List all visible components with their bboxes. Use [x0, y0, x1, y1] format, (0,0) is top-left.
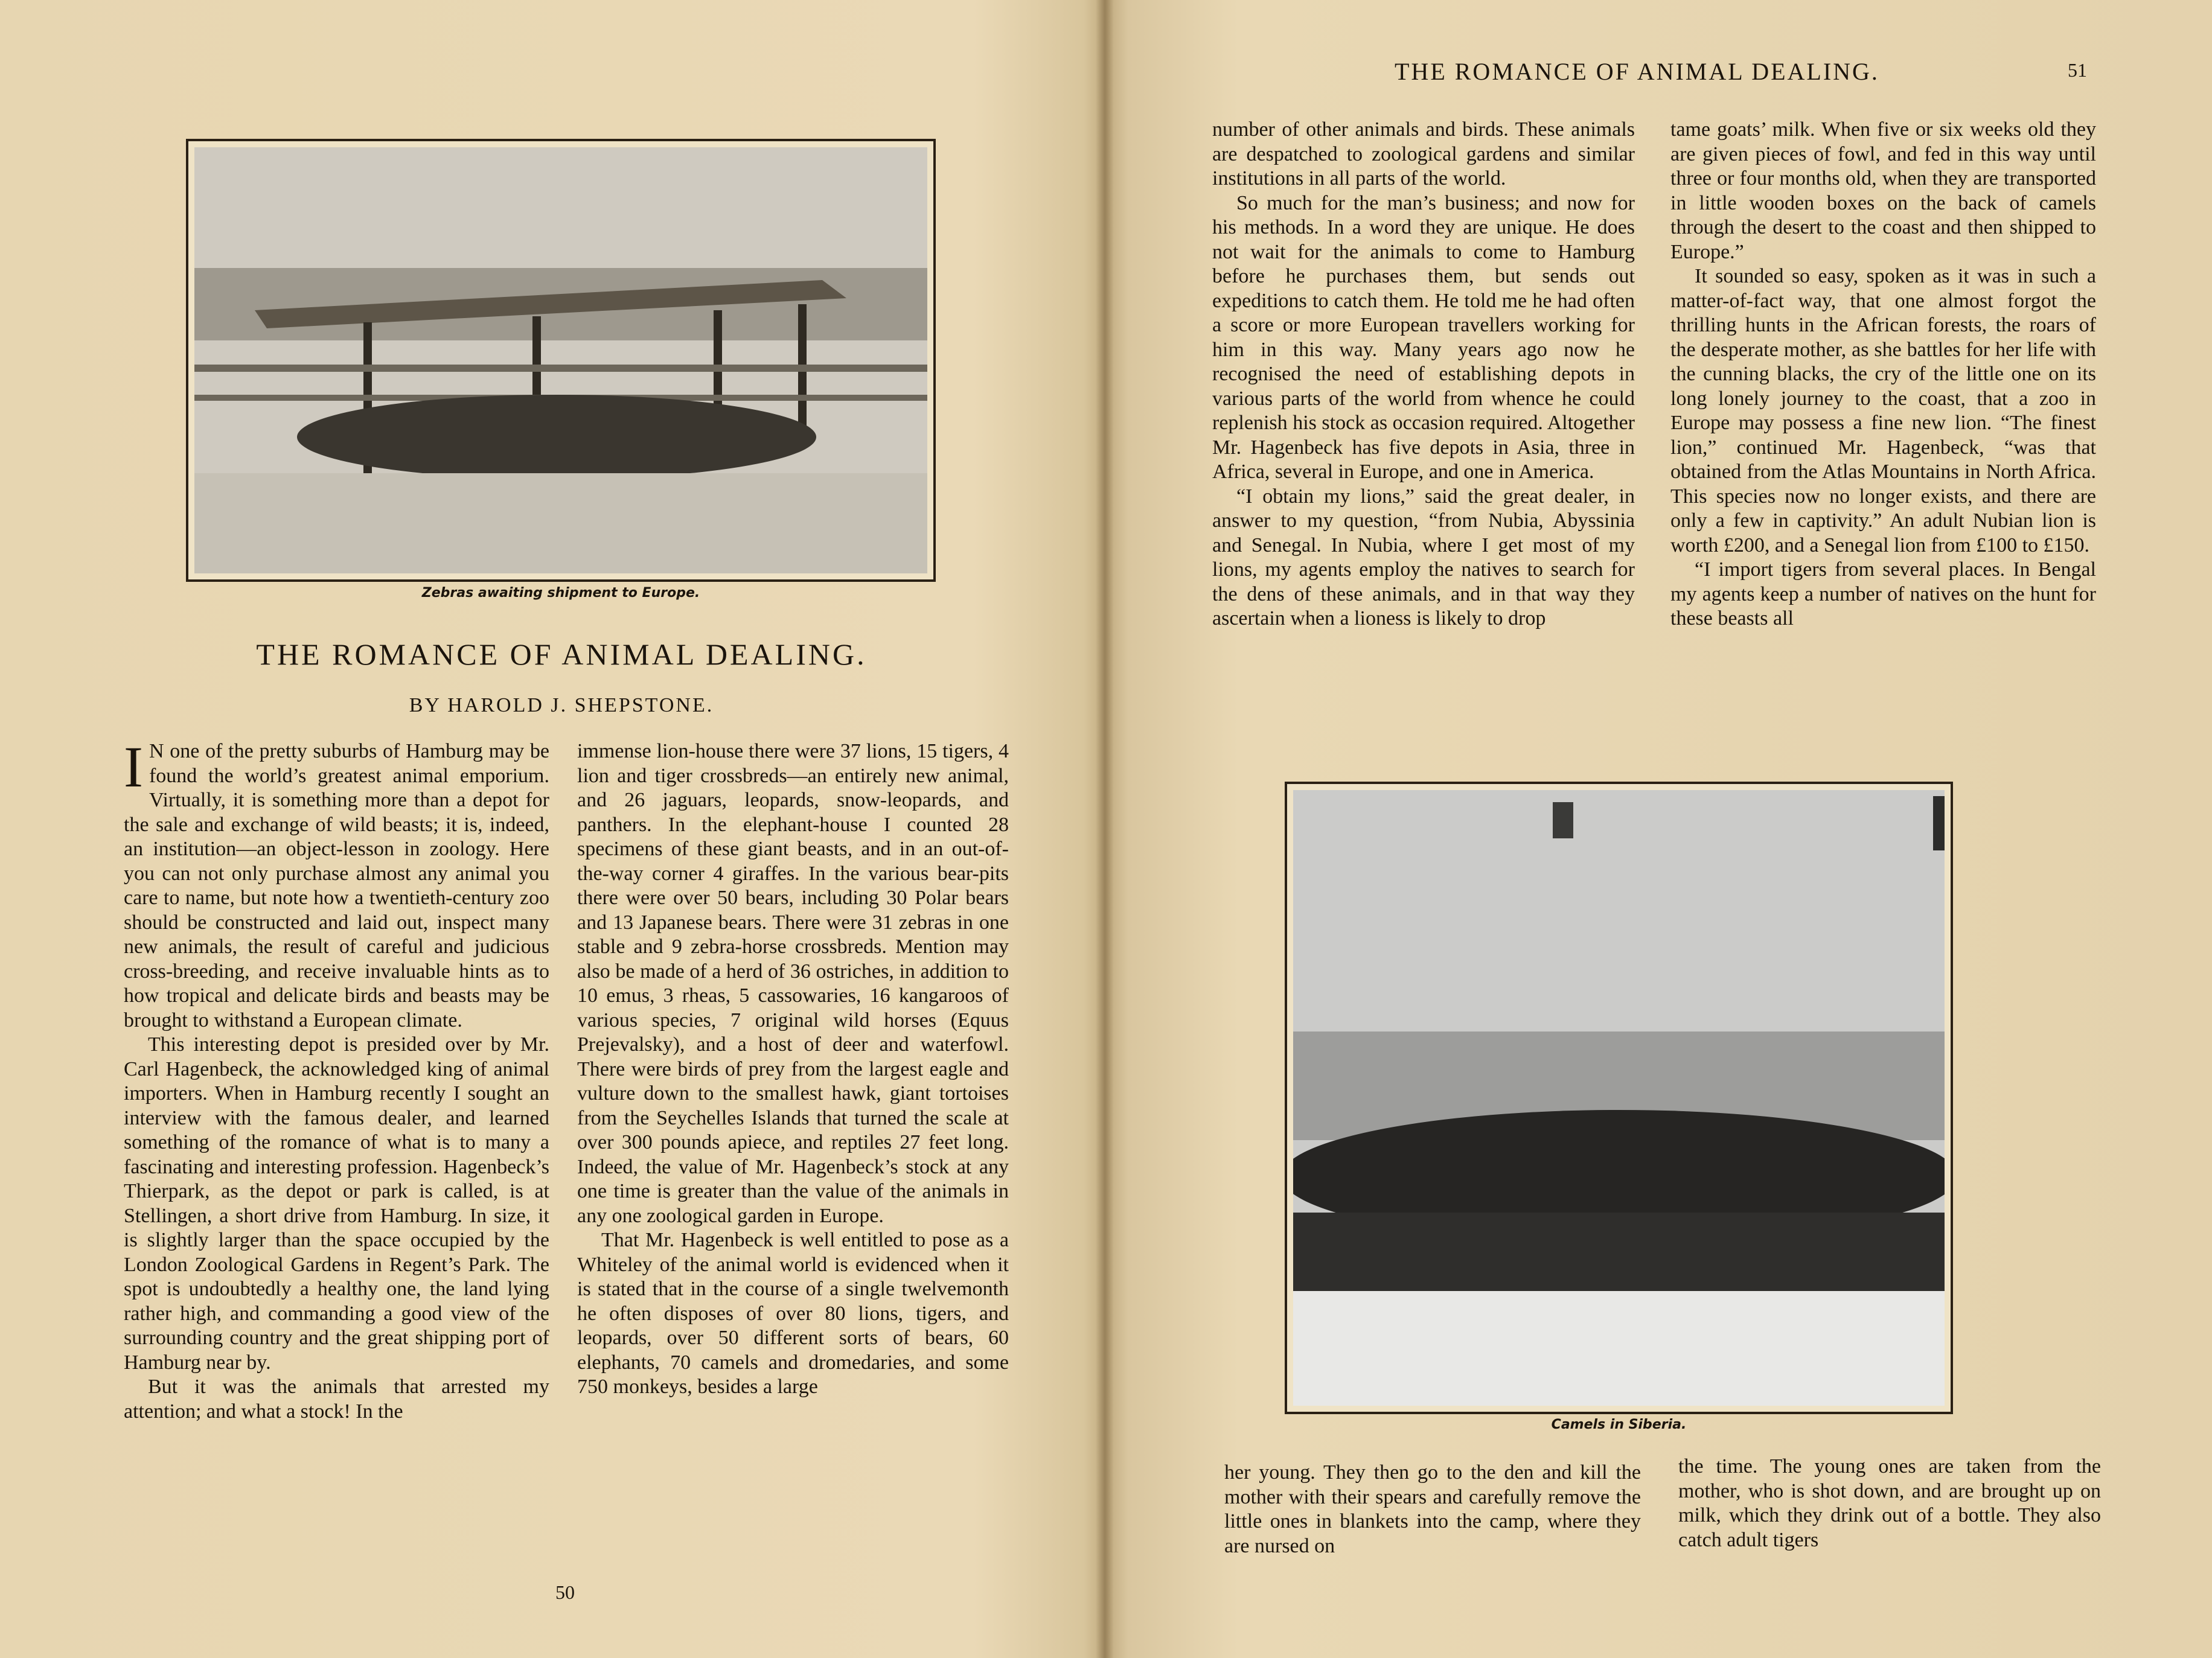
paragraph: So much for the man’s business; and now for his methods. In a word they are unique. He does not wait for the animals to come to Hamburg before he purchases them, but sends out expeditions to catch them. He told me he had often a score or more European travellers working for him in this way. Many years ago now he recognised the need of establishing depots in various parts of the world from whence he could replenish his stock as occasion required. Altogether Mr. Hagenbeck has five depots in Asia, three in Africa, several in Europe, and one in America.: [1212, 191, 1635, 483]
paragraph: tame goats’ milk. When five or six weeks old they are given pieces of fowl, and fed in this way until three or four months old, when they are transported in little wooden boxes on the back of camels through the desert to the coast and then shipped to Europe.”: [1670, 118, 2096, 263]
camel-photo-icon: [1293, 790, 1945, 1406]
paragraph: But it was the animals that arrested my attention; and what a stock! In the: [124, 1376, 549, 1423]
camel-photo-frame: [1285, 782, 1953, 1414]
left-column-2: [577, 739, 1009, 1400]
camel-caption: Camels in Siberia.: [1551, 1417, 1687, 1432]
camel-photo: [1293, 790, 1945, 1406]
page-number-left: 50: [555, 1581, 575, 1603]
book-gutter: [1096, 0, 1114, 1658]
right-column-4: [1678, 1455, 2101, 1552]
zebra-photo-icon: [194, 147, 927, 573]
right-page: [1114, 0, 2212, 1658]
paragraph: “I obtain my lions,” said the great dealer, in answer to my question, “from Nubia, Abyssinia and Senegal. In Nubia, where I get most of my lions, my agents employ the natives to search for the dens of these animals, and in that way they ascertain when a lioness is likely to drop: [1212, 485, 1635, 630]
paragraph: “I import tigers from several places. In Bengal my agents keep a number of natives on the hunt for these beasts all: [1670, 558, 2096, 630]
article-title: THE ROMANCE OF ANIMAL DEALING.: [256, 637, 867, 671]
page-number-right: 51: [2068, 59, 2087, 81]
paragraph: That Mr. Hagenbeck is well entitled to pose as a Whiteley of the animal world is evidenced when it is stated that in the course of a single twelvemonth he often disposes of over 80 lions, tigers, and leopards, over 50 different sorts of bears, 60 elephants, 70 camels and dromedaries, and some 750 monkeys, besides a large: [577, 1229, 1009, 1398]
zebra-photo-frame: [186, 139, 936, 582]
zebra-photo: [194, 147, 927, 573]
paragraph: number of other animals and birds. These animals are despatched to zoological gardens and similar institutions in all parts of the world.: [1212, 118, 1635, 190]
left-page: [0, 0, 1096, 1658]
article-byline: BY HAROLD J. SHEPSTONE.: [409, 694, 714, 716]
drop-cap: I: [124, 735, 143, 799]
zebra-caption: Zebras awaiting shipment to Europe.: [421, 585, 700, 601]
running-head: THE ROMANCE OF ANIMAL DEALING.: [1395, 58, 1879, 85]
paragraph: This interesting depot is presided over by Mr. Carl Hagenbeck, the acknowledged king of animal importers. When in Hamburg recently I sought an interview with the famous dealer, and learned something of the romance of what is to many a fascinating and interesting profession. Hagenbeck’s Thierpark, as the depot or park is called, is at Stellingen, a short drive from Hamburg. In size, it is slightly larger than the space occupied by the London Zoological Gardens in Regent’s Park. The spot is undoubtedly a healthy one, the land lying rather high, and commanding a good view of the surrounding country and the great shipping port of Hamburg near by.: [124, 1033, 549, 1374]
right-column-3: [1224, 1461, 1641, 1558]
paragraph: immense lion-house there were 37 lions, 15 tigers, 4 lion and tiger crossbreds—an entirely new animal, and 26 jaguars, leopards, snow-leopards, and panthers. In the elephant-house I counted 28 specimens of these giant beasts, and in an out-of-the-way corner 4 giraffes. In the various bear-pits there were over 50 bears, including 30 Polar bears and 13 Japanese bears. There were 31 zebras in one stable and 9 zebra-horse crossbreds. Mention may also be made of a herd of 36 ostriches, in addition to 10 emus, 3 rheas, 5 cassowaries, 16 kangaroos of various species, 7 original wild horses (Equus Prejevalsky), and a host of deer and waterfowl. There were birds of prey from the largest eagle and vulture down to the smallest hawk, giant tortoises from the Seychelles Islands that turned the scale at over 300 pounds apiece, and reptiles 27 feet long. Indeed, the value of Mr. Hagenbeck’s stock at any one time is greater than the value of the animals in any one zoological garden in Europe.: [577, 740, 1009, 1227]
paragraph: I N one of the pretty suburbs of Hamburg may be found the world’s greatest animal emporium. Virtually, it is something more than a depot for the sale and exchange of wild beasts; it is, indeed, an institution—an object-lesson in zoology. Here you can not only purchase almost any animal you care to name, but note how a twentieth-century zoo should be constructed and laid out, inspect many new animals, the result of careful and judicious cross-breeding, and receive invaluable hints as to how tropical and delicate birds and beasts may be brought to withstand a European climate.: [124, 735, 549, 1031]
left-column-1: [124, 735, 549, 1424]
paragraph: the time. The young ones are taken from the mother, who is shot down, and are brought up on milk, which they drink out of a bottle. They also catch adult tigers: [1678, 1455, 2101, 1551]
right-column-2: [1670, 118, 2096, 631]
paragraph: It sounded so easy, spoken as it was in such a matter-of-fact way, that one almost forgot the thrilling hunts in the African forests, the roars of the desperate mother, as she battles for her life with the cunning blacks, the cry of the little one on its long lonely journey to the coast, that a zoo in Europe may possess a fine new lion. “The finest lion,” continued Mr. Hagenbeck, “was that obtained from the Atlas Mountains in North Africa. This species now no longer exists, and there are only a few in captivity.” An adult Nubian lion is worth £200, and a Senegal lion from £100 to £150.: [1670, 265, 2096, 556]
right-column-1: [1212, 118, 1635, 631]
paragraph: her young. They then go to the den and kill the mother with their spears and carefully remove the little ones in blankets into the camp, where they are nursed on: [1224, 1461, 1641, 1557]
